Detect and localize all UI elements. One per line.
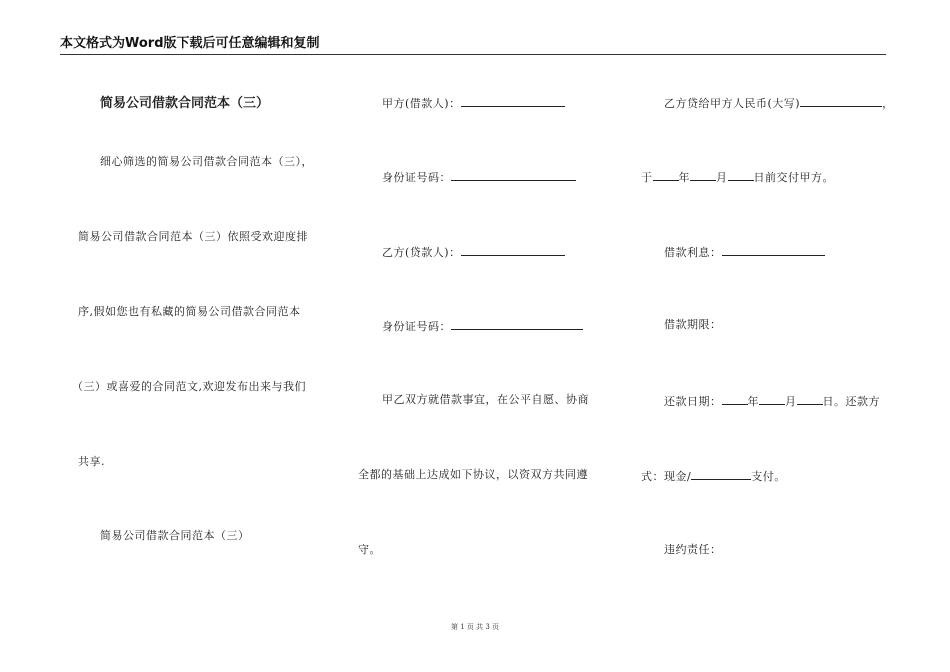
delivery-month-blank: [690, 169, 716, 181]
breach-line: [664, 543, 722, 557]
term-label: 借款期限：: [664, 318, 722, 331]
document-title: 简易公司借款合同范本（三）: [100, 96, 270, 111]
agreement-line-1: 甲乙双方就借款事宜，在公平自愿、协商: [382, 393, 589, 406]
intro-line-1: 细心筛选的简易公司借款合同范本（三），: [100, 155, 313, 168]
borrower-id-label: 身份证号码：: [382, 171, 451, 184]
loan-amount-blank: [800, 95, 882, 107]
lender-id-label: 身份证号码：: [382, 320, 451, 333]
repay-year-label: 年: [747, 395, 759, 408]
loan-amount-line: [664, 95, 894, 111]
repay-method-label: 式：现金/: [641, 470, 692, 483]
delivery-day-blank: [728, 169, 754, 181]
lender-id-line: [382, 318, 583, 334]
repay-method-prefix: 日。还款方: [822, 395, 880, 408]
repay-month-label: 月: [785, 395, 797, 408]
lender-label: 乙方(贷款人)：: [382, 246, 461, 259]
loan-amount-label: 乙方贷给甲方人民币(大写): [664, 97, 801, 110]
repay-method-suffix: 支付。: [751, 470, 786, 483]
page-header: [60, 36, 886, 55]
interest-label: 借款利息：: [664, 246, 722, 259]
delivery-date-line: [641, 169, 834, 185]
intro-line-5: 共享.: [78, 455, 105, 468]
delivery-year-label: 年: [678, 171, 690, 184]
repay-date-label: 还款日期：: [664, 395, 722, 408]
agreement-line-2: 全都的基础上达成如下协议，以资双方共同遵: [358, 468, 588, 481]
borrower-line: [382, 95, 565, 111]
repay-method-line: [641, 468, 786, 484]
borrower-label: 甲方(借款人)：: [382, 97, 461, 110]
repay-method-blank: [691, 468, 751, 480]
repay-month-blank: [759, 393, 785, 405]
term-line: [664, 318, 722, 332]
lender-blank: [461, 244, 565, 256]
delivery-year-blank: [653, 169, 679, 181]
delivery-month-label: 月: [716, 171, 728, 184]
breach-label: 违约责任：: [664, 543, 722, 556]
loan-amount-comma: ，: [882, 97, 894, 110]
borrower-id-blank: [451, 169, 576, 181]
section-heading: 简易公司借款合同范本（三）: [100, 529, 250, 542]
intro-line-4: （三）或喜爱的合同范文,欢迎发布出来与我们: [72, 380, 306, 393]
delivery-prefix: 于: [641, 171, 653, 184]
interest-blank: [722, 244, 825, 256]
lender-line: [382, 244, 565, 260]
intro-line-3: 序,假如您也有私藏的简易公司借款合同范本: [78, 305, 301, 318]
repay-date-line: [664, 393, 880, 409]
header-title: 本文格式为Word版下载后可任意编辑和复制: [60, 36, 320, 51]
lender-id-blank: [451, 318, 583, 330]
delivery-suffix: 日前交付甲方。: [753, 171, 834, 184]
borrower-id-line: [382, 169, 576, 185]
repay-year-blank: [722, 393, 748, 405]
agreement-line-3: 守。: [358, 543, 381, 556]
repay-day-blank: [797, 393, 823, 405]
intro-line-2: 简易公司借款合同范本（三）依照受欢迎度排: [78, 230, 308, 243]
page-footer: 第 1 页 共 3 页: [450, 623, 500, 631]
borrower-blank: [461, 95, 565, 107]
interest-line: [664, 244, 825, 260]
